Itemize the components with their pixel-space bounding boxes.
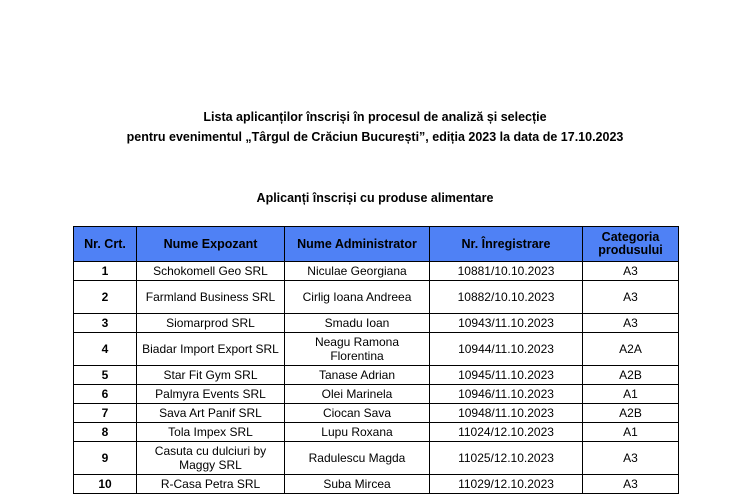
exhibitor-name: Palmyra Events SRL: [137, 385, 285, 404]
applicants-table: [73, 226, 679, 494]
document-title-line-1: Lista aplicanților înscriși în procesul de analiză și selecție: [203, 110, 547, 124]
header-nr-crt: Nr. Crt.: [74, 227, 137, 262]
row-number: 5: [74, 366, 137, 385]
registration-number: 10881/10.10.2023: [430, 262, 583, 281]
row-number: 7: [74, 404, 137, 423]
table-row: [74, 262, 679, 281]
registration-number: 10882/10.10.2023: [430, 281, 583, 314]
table-row: [74, 385, 679, 404]
exhibitor-name: Casuta cu dulciuri by Maggy SRL: [137, 442, 285, 475]
exhibitor-name: Tola Impex SRL: [137, 423, 285, 442]
exhibitor-name: Siomarprod SRL: [137, 314, 285, 333]
registration-number: 10943/11.10.2023: [430, 314, 583, 333]
table-row: [74, 366, 679, 385]
table-header-row: [74, 227, 679, 262]
administrator-name: Tanase Adrian: [285, 366, 430, 385]
exhibitor-name: R-Casa Petra SRL: [137, 475, 285, 494]
exhibitor-name: Sava Art Panif SRL: [137, 404, 285, 423]
table-row: [74, 333, 679, 366]
exhibitor-name: Star Fit Gym SRL: [137, 366, 285, 385]
product-category: A3: [583, 262, 679, 281]
table-row: [74, 423, 679, 442]
administrator-name: Suba Mircea: [285, 475, 430, 494]
administrator-name: Neagu Ramona Florentina: [285, 333, 430, 366]
product-category: A3: [583, 281, 679, 314]
registration-number: 10945/11.10.2023: [430, 366, 583, 385]
administrator-name: Olei Marinela: [285, 385, 430, 404]
registration-number: 11029/12.10.2023: [430, 475, 583, 494]
administrator-name: Lupu Roxana: [285, 423, 430, 442]
table-row: [74, 475, 679, 494]
registration-number: 11025/12.10.2023: [430, 442, 583, 475]
product-category: A2B: [583, 404, 679, 423]
product-category: A1: [583, 423, 679, 442]
header-nume-expozant: Nume Expozant: [137, 227, 285, 262]
product-category: A3: [583, 314, 679, 333]
exhibitor-name: Biadar Import Export SRL: [137, 333, 285, 366]
registration-number: 10944/11.10.2023: [430, 333, 583, 366]
row-number: 8: [74, 423, 137, 442]
table-row: [74, 404, 679, 423]
administrator-name: Niculae Georgiana: [285, 262, 430, 281]
registration-number: 11024/12.10.2023: [430, 423, 583, 442]
administrator-name: Radulescu Magda: [285, 442, 430, 475]
product-category: A2B: [583, 366, 679, 385]
product-category: A3: [583, 475, 679, 494]
header-nr-inregistrare: Nr. Înregistrare: [430, 227, 583, 262]
table-row: [74, 281, 679, 314]
product-category: A1: [583, 385, 679, 404]
row-number: 1: [74, 262, 137, 281]
document-title-line-2: pentru evenimentul „Târgul de Crăciun București”, ediția 2023 la data de 17.10.2023: [126, 130, 624, 144]
header-nume-administrator: Nume Administrator: [285, 227, 430, 262]
table-row: [74, 314, 679, 333]
row-number: 10: [74, 475, 137, 494]
table-subtitle: Aplicanți înscriși cu produse alimentare: [256, 191, 494, 205]
row-number: 9: [74, 442, 137, 475]
table-row: [74, 442, 679, 475]
row-number: 6: [74, 385, 137, 404]
row-number: 2: [74, 281, 137, 314]
administrator-name: Cirlig Ioana Andreea: [285, 281, 430, 314]
row-number: 3: [74, 314, 137, 333]
product-category: A3: [583, 442, 679, 475]
registration-number: 10948/11.10.2023: [430, 404, 583, 423]
exhibitor-name: Schokomell Geo SRL: [137, 262, 285, 281]
row-number: 4: [74, 333, 137, 366]
product-category: A2A: [583, 333, 679, 366]
administrator-name: Smadu Ioan: [285, 314, 430, 333]
header-categoria-produsului: Categoria produsului: [583, 227, 679, 262]
administrator-name: Ciocan Sava: [285, 404, 430, 423]
registration-number: 10946/11.10.2023: [430, 385, 583, 404]
exhibitor-name: Farmland Business SRL: [137, 281, 285, 314]
